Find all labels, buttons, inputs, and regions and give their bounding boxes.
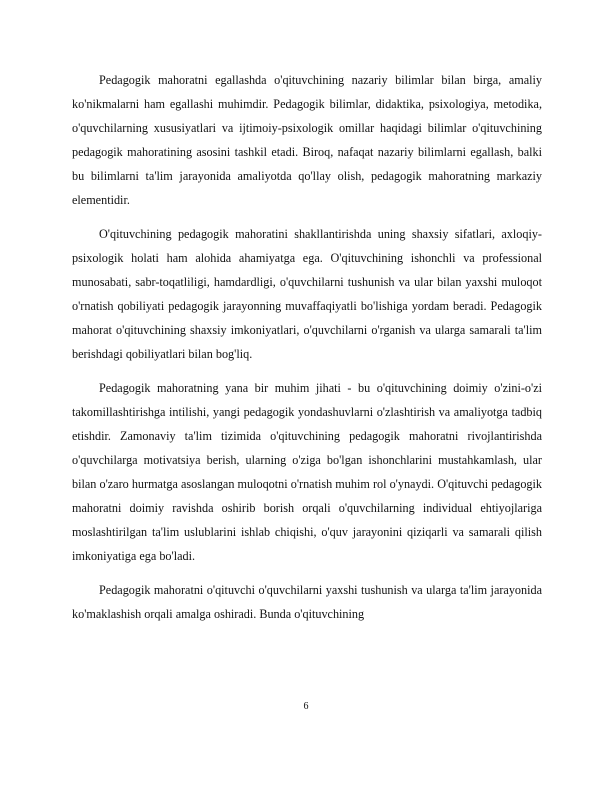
paragraph-4: Pedagogik mahoratni o'qituvchi o'quvchilarni yaxshi tushunish va ularga ta'lim jarayonida ko'maklashish orqali amalga oshiradi. Bunda o'qituvchining [72, 583, 542, 621]
document-body [72, 68, 542, 626]
paragraph-2: O'qituvchining pedagogik mahoratini shakllantirishda uning shaxsiy sifatlari, axloqiy-psixologik holati ham alohida ahamiyatga ega. O'qituvchining ishonchli va professional munosabati, sabr-toqatliligi, hamdardligi, o'quvchilarni tushunish va ular bilan yaxshi muloqot o'rnatish qobiliyati pedagogik jarayonning muvaffaqiyatli bo'lishiga yordam beradi. Pedagogik mahorat o'qituvchining shaxsiy imkoniyatlari, o'quvchilarni o'rganish va ularga samarali ta'lim berishdagi qobiliyatlari bilan bog'liq. [72, 227, 542, 361]
paragraph-1: Pedagogik mahoratni egallashda o'qituvchining nazariy bilimlar bilan birga, amaliy ko'nikmalarni ham egallashi muhimdir. Pedagogik bilimlar, didaktika, psixologiya, metodika, o'quvchilarning xususiyatlari va ijtimoiy-psixologik omillar haqidagi bilimlar o'qituvchining pedagogik mahoratining asosini tashkil etadi. Biroq, nafaqat nazariy bilimlarni egallash, balki bu bilimlarni ta'lim jarayonida amaliyotda qo'llay olish, pedagogik mahoratning markaziy elementidir. [72, 73, 542, 207]
paragraph-3: Pedagogik mahoratning yana bir muhim jihati - bu o'qituvchining doimiy o'zini-o'zi takomillashtirishga intilishi, yangi pedagogik yondashuvlarni o'zlashtirish va amaliyotga tadbiq etishdir. Zamonaviy ta'lim tizimida o'qituvchining pedagogik mahoratni rivojlantirishda o'quvchilarga motivatsiya berish, ularning o'ziga bo'lgan ishonchlarini mustahkamlash, ular bilan o'zaro hurmatga asoslangan muloqotni o'rnatish muhim rol o'ynaydi. O'qituvchi pedagogik mahoratni doimiy ravishda oshirib borish orqali o'quvchilarning individual ehtiyojlariga moslashtirilgan ta'lim uslublarini ishlab chiqishi, o'quv jarayonini qiziqarli va samarali qilish imkoniyatiga ega bo'ladi. [72, 381, 542, 563]
page-number: 6 [303, 701, 309, 712]
